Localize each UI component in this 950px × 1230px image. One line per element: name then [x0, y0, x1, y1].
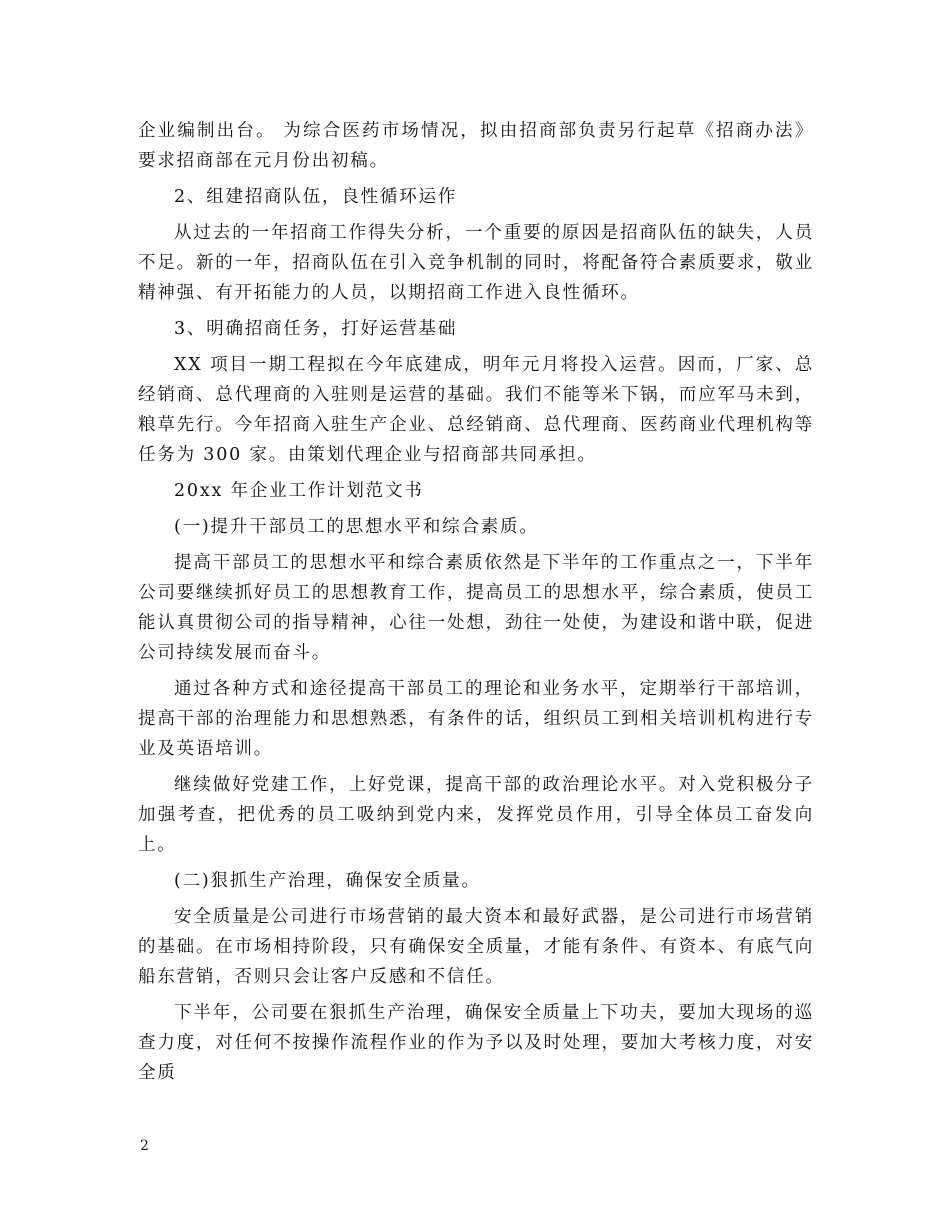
body-paragraph: 从过去的一年招商工作得失分析，一个重要的原因是招商队伍的缺失，人员不足。新的一年，招商队伍在引入竞争机制的同时，将配备符合素质要求，敬业精神强、有开拓能力的人员，以期招商工作进入良性循环。 [138, 223, 814, 303]
body-paragraph: 下半年，公司要在狠抓生产治理，确保安全质量上下功夫，要加大现场的巡查力度，对任何不按操作流程作业的作为予以及时处理，要加大考核力度，对安全质 [138, 1003, 814, 1083]
body-paragraph: 企业编制出台。 为综合医药市场情况，拟由招商部负责另行起草《招商办法》要求招商部在元月份出初稿。 [138, 121, 814, 171]
section-heading: 2、组建招商队伍，良性循环运作 [174, 187, 458, 207]
body-paragraph: XX 项目一期工程拟在今年底建成，明年元月将投入运营。因而，厂家、总经销商、总代理商的入驻则是运营的基础。我们不能等米下锅，而应军马未到，粮草先行。今年招商入驻生产企业、总经销商、总代理商、医药商业代理机构等任务为 300 家。由策划代理企业与招商部共同承担。 [138, 355, 814, 465]
page-number: 2 [140, 1138, 149, 1154]
body-paragraph: 继续做好党建工作，上好党课，提高干部的政治理论水平。对入党积极分子加强考查，把优秀的员工吸纳到党内来，发挥党员作用，引导全体员工奋发向上。 [138, 775, 814, 855]
section-heading: 3、明确招商任务，打好运营基础 [174, 319, 458, 339]
body-paragraph: 安全质量是公司进行市场营销的最大资本和最好武器，是公司进行市场营销的基础。在市场相持阶段，只有确保安全质量，才能有条件、有资本、有底气向船东营销，否则只会让客户反感和不信任。 [138, 907, 814, 987]
document-page [138, 116, 814, 1088]
body-paragraph: 通过各种方式和途径提高干部员工的理论和业务水平，定期举行干部培训，提高干部的治理能力和思想熟悉，有条件的话，组织员工到相关培训机构进行专业及英语培训。 [138, 679, 814, 759]
body-paragraph: 提高干部员工的思想水平和综合素质依然是下半年的工作重点之一，下半年公司要继续抓好员工的思想教育工作，提高员工的思想水平，综合素质，使员工能认真贯彻公司的指导精神，心往一处想，劲往一处使，为建设和谐中联，促进公司持续发展而奋斗。 [138, 553, 814, 663]
section-heading: (一)提升干部员工的思想水平和综合素质。 [174, 517, 539, 537]
section-heading: (二)狠抓生产治理，确保安全质量。 [174, 871, 481, 891]
document-title: 20xx 年企业工作计划范文书 [174, 481, 424, 501]
